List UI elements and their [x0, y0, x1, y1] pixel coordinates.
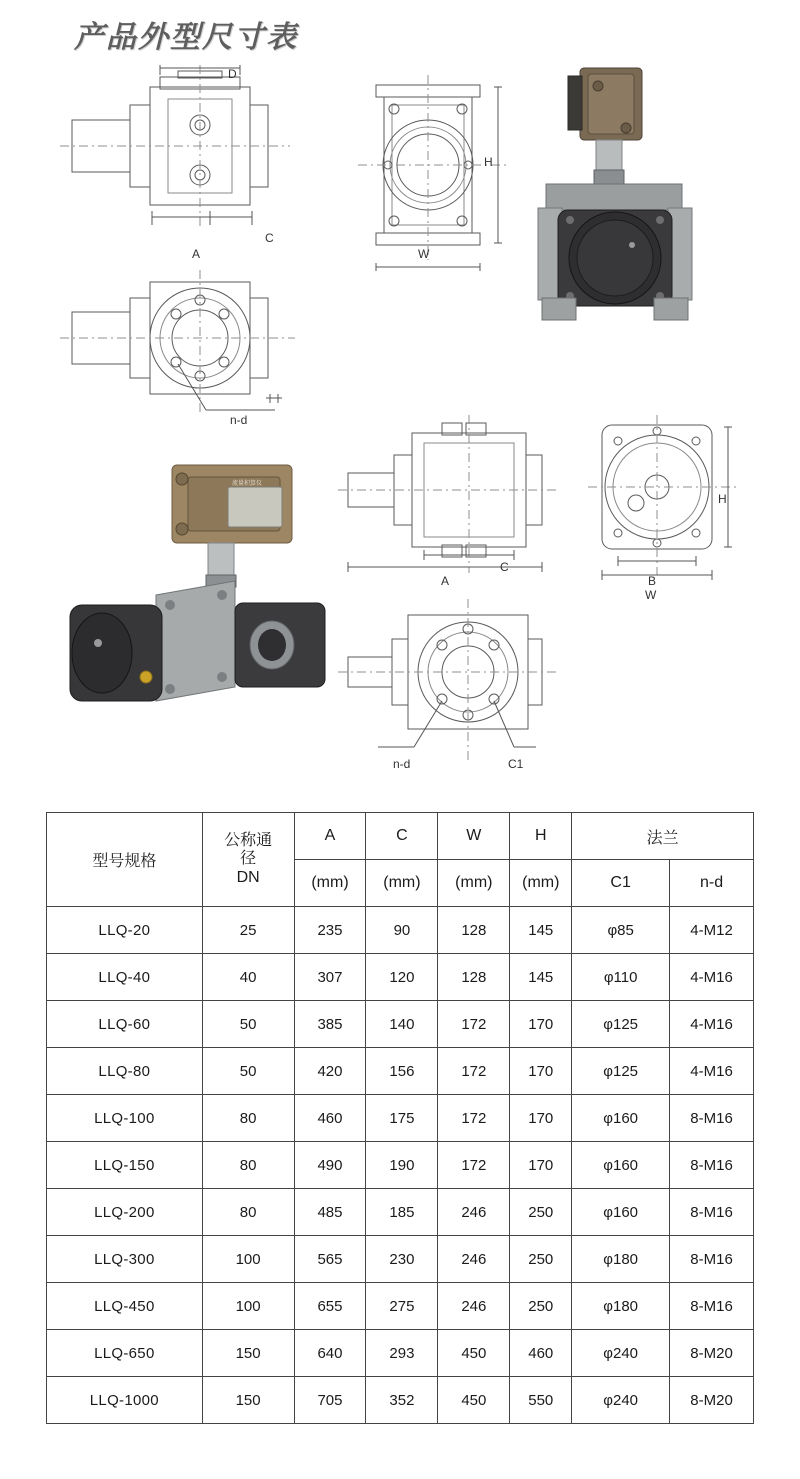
- cell-w: 246: [438, 1236, 510, 1283]
- cell-nd: 8-M20: [670, 1377, 754, 1424]
- spec-table-head: [47, 813, 754, 907]
- header-w-unit: (mm): [438, 860, 510, 907]
- dim-label-w-bottom: W: [418, 247, 430, 261]
- cell-a: 565: [294, 1236, 366, 1283]
- cell-h: 170: [510, 1095, 572, 1142]
- dim-label-nd-bottom: n-d: [393, 757, 411, 771]
- technical-drawings-area: [0, 55, 800, 805]
- cell-w: 172: [438, 1142, 510, 1189]
- cell-w: 172: [438, 1095, 510, 1142]
- cell-dn: 80: [202, 1189, 294, 1236]
- table-row: [47, 1001, 754, 1048]
- cell-nd: 8-M16: [670, 1236, 754, 1283]
- cell-dn: 80: [202, 1142, 294, 1189]
- cell-w: 128: [438, 907, 510, 954]
- cell-dn: 150: [202, 1330, 294, 1377]
- table-row: [47, 1095, 754, 1142]
- dim-label-d: D: [228, 67, 237, 81]
- cell-a: 460: [294, 1095, 366, 1142]
- drawing-side-view-top: [60, 65, 360, 265]
- cell-h: 250: [510, 1189, 572, 1236]
- product-photo-display-valve: [60, 455, 330, 755]
- cell-model: LLQ-650: [47, 1330, 203, 1377]
- cell-h: 170: [510, 1001, 572, 1048]
- cell-c: 120: [366, 954, 438, 1001]
- table-row: [47, 1236, 754, 1283]
- cell-w: 450: [438, 1377, 510, 1424]
- table-row: [47, 907, 754, 954]
- cell-dn: 150: [202, 1377, 294, 1424]
- drawing-assembly-side: [338, 415, 568, 585]
- header-c-unit: (mm): [366, 860, 438, 907]
- cell-w: 172: [438, 1048, 510, 1095]
- cell-c: 90: [366, 907, 438, 954]
- cell-c1: φ85: [572, 907, 670, 954]
- cell-model: LLQ-20: [47, 907, 203, 954]
- cell-h: 170: [510, 1142, 572, 1189]
- cell-c: 140: [366, 1001, 438, 1048]
- cell-nd: 8-M16: [670, 1189, 754, 1236]
- dim-label-c-mid: C: [500, 560, 509, 574]
- cell-c: 293: [366, 1330, 438, 1377]
- cell-nd: 8-M16: [670, 1283, 754, 1330]
- header-dn: [202, 813, 294, 907]
- cell-h: 170: [510, 1048, 572, 1095]
- cell-w: 172: [438, 1001, 510, 1048]
- cell-a: 640: [294, 1330, 366, 1377]
- cell-c: 352: [366, 1377, 438, 1424]
- page-title: 产品外型尺寸表: [74, 20, 298, 55]
- cell-model: LLQ-80: [47, 1048, 203, 1095]
- cell-nd: 4-M16: [670, 1048, 754, 1095]
- table-row: [47, 1048, 754, 1095]
- cell-dn: 25: [202, 907, 294, 954]
- table-row: [47, 1283, 754, 1330]
- cell-nd: 4-M12: [670, 907, 754, 954]
- cell-model: LLQ-40: [47, 954, 203, 1001]
- cell-nd: 4-M16: [670, 1001, 754, 1048]
- cell-c1: φ180: [572, 1283, 670, 1330]
- table-row: [47, 1330, 754, 1377]
- cell-c: 275: [366, 1283, 438, 1330]
- table-header-row-1: [47, 813, 754, 860]
- cell-h: 550: [510, 1377, 572, 1424]
- cell-c1: φ160: [572, 1142, 670, 1189]
- cell-w: 128: [438, 954, 510, 1001]
- header-flange: 法兰: [572, 813, 754, 860]
- drawing-assembly-section: [338, 595, 568, 775]
- cell-c1: φ125: [572, 1048, 670, 1095]
- cell-a: 705: [294, 1377, 366, 1424]
- header-a: A: [294, 813, 366, 860]
- header-h: H: [510, 813, 572, 860]
- cell-a: 490: [294, 1142, 366, 1189]
- dim-label-c-left: C: [265, 231, 274, 245]
- cell-h: 145: [510, 907, 572, 954]
- cell-c1: φ125: [572, 1001, 670, 1048]
- cell-dn: 80: [202, 1095, 294, 1142]
- table-row: [47, 1142, 754, 1189]
- cell-model: LLQ-450: [47, 1283, 203, 1330]
- cell-model: LLQ-300: [47, 1236, 203, 1283]
- header-dn-line3: DN: [236, 868, 260, 886]
- table-row: [47, 1377, 754, 1424]
- cell-c1: φ160: [572, 1189, 670, 1236]
- dim-label-c1-bottom: C1: [508, 757, 524, 771]
- header-h-unit: (mm): [510, 860, 572, 907]
- cell-a: 655: [294, 1283, 366, 1330]
- cell-model: LLQ-200: [47, 1189, 203, 1236]
- cell-c: 190: [366, 1142, 438, 1189]
- cell-dn: 100: [202, 1283, 294, 1330]
- dim-label-h-right: H: [484, 155, 493, 169]
- spec-table-wrapper: [46, 812, 754, 1424]
- cell-c: 230: [366, 1236, 438, 1283]
- header-dn-line1: 公称通: [224, 831, 273, 849]
- drawing-section-view: [60, 270, 360, 430]
- cell-a: 307: [294, 954, 366, 1001]
- drawing-front-view-top: [358, 75, 518, 275]
- cell-nd: 8-M16: [670, 1095, 754, 1142]
- table-row: [47, 954, 754, 1001]
- header-c: C: [366, 813, 438, 860]
- dim-label-b-mid: B: [648, 574, 657, 588]
- cell-h: 460: [510, 1330, 572, 1377]
- cell-c1: φ240: [572, 1330, 670, 1377]
- product-photo-actuator-valve: [528, 60, 718, 390]
- dim-label-w-mid: W: [645, 588, 657, 602]
- spec-table-body: [47, 907, 754, 1424]
- cell-c1: φ160: [572, 1095, 670, 1142]
- cell-nd: 4-M16: [670, 954, 754, 1001]
- header-a-unit: (mm): [294, 860, 366, 907]
- cell-w: 246: [438, 1189, 510, 1236]
- cell-h: 250: [510, 1283, 572, 1330]
- cell-dn: 100: [202, 1236, 294, 1283]
- cell-w: 450: [438, 1330, 510, 1377]
- cell-model: LLQ-60: [47, 1001, 203, 1048]
- cell-dn: 50: [202, 1001, 294, 1048]
- dim-label-nd-left: n-d: [230, 413, 248, 427]
- cell-a: 420: [294, 1048, 366, 1095]
- cell-c: 185: [366, 1189, 438, 1236]
- cell-c1: φ180: [572, 1236, 670, 1283]
- cell-model: LLQ-150: [47, 1142, 203, 1189]
- cell-nd: 8-M16: [670, 1142, 754, 1189]
- cell-a: 385: [294, 1001, 366, 1048]
- cell-dn: 40: [202, 954, 294, 1001]
- cell-c1: φ110: [572, 954, 670, 1001]
- header-nd: n-d: [670, 860, 754, 907]
- header-c1: C1: [572, 860, 670, 907]
- cell-c: 156: [366, 1048, 438, 1095]
- header-model: 型号规格: [47, 813, 203, 907]
- cell-model: LLQ-100: [47, 1095, 203, 1142]
- svg-text:流量积算仪: 流量积算仪: [232, 481, 263, 487]
- cell-h: 250: [510, 1236, 572, 1283]
- cell-model: LLQ-1000: [47, 1377, 203, 1424]
- dim-label-a-left: A: [192, 247, 201, 261]
- dim-label-h-mid: H: [718, 492, 727, 506]
- cell-dn: 50: [202, 1048, 294, 1095]
- header-dn-line2: 径: [240, 850, 257, 868]
- dim-label-a-mid: A: [441, 574, 450, 588]
- table-row: [47, 1189, 754, 1236]
- cell-c1: φ240: [572, 1377, 670, 1424]
- cell-w: 246: [438, 1283, 510, 1330]
- cell-a: 235: [294, 907, 366, 954]
- spec-table: [46, 812, 754, 1424]
- cell-h: 145: [510, 954, 572, 1001]
- cell-c: 175: [366, 1095, 438, 1142]
- cell-a: 485: [294, 1189, 366, 1236]
- cell-nd: 8-M20: [670, 1330, 754, 1377]
- header-w: W: [438, 813, 510, 860]
